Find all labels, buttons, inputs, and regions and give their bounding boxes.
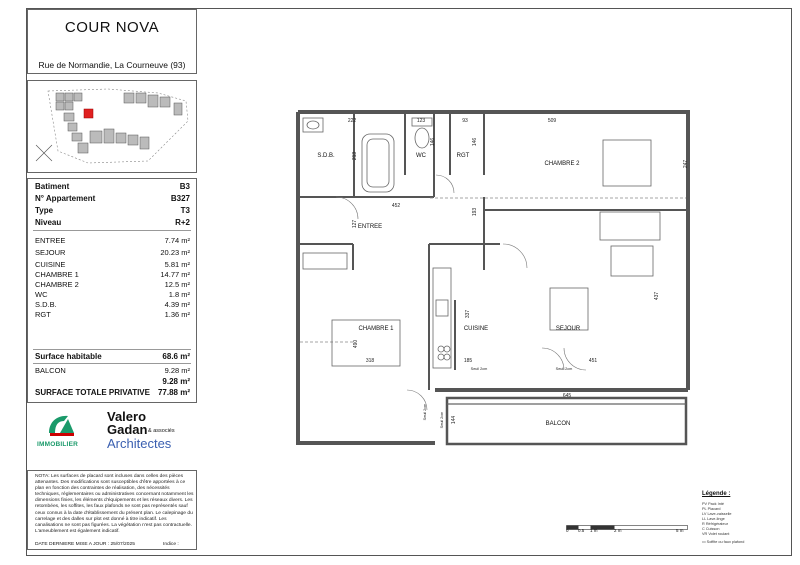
indice-label: Indice : [163,542,179,547]
row-entree: ENTREE 7.74 m² [35,236,190,245]
row-sdb: S.D.B. 4.39 m² [35,300,190,309]
scale-tick-1: 1 m [590,528,598,533]
row-type: Type T3 [35,206,190,215]
dim-185: 185 [463,358,473,364]
seuil-cuisine: Seuil 2cm [470,367,488,371]
dim-213: 213 [352,151,358,161]
seuil-balcon: Seuil 2cm [440,411,444,429]
dim-222: 222 [347,118,357,124]
scale-tick-5: 5 m [676,528,684,533]
dim-247: 247 [683,159,689,169]
dim-337: 337 [465,309,471,319]
dim-123: 123 [416,118,426,124]
row-surface-habitable: Surface habitable 68.6 m² [35,352,190,361]
bank-sub: IMMOBILIER [37,441,78,448]
room-label-entree: ENTREE [357,224,383,230]
dim-490: 490 [353,339,359,349]
dim-318: 318 [365,358,375,364]
project-address: Rue de Normandie, La Courneuve (93) [38,60,186,70]
dim-127: 127 [352,219,358,229]
dim-93: 93 [462,118,468,124]
legend-item: R Réfrigérateur [702,522,728,526]
legend-item: C Cuisson [702,527,720,531]
scale-tick-0: 0 [566,528,569,533]
row-surface-totale: SURFACE TOTALE PRIVATIVE 77.88 m² [35,388,190,397]
scale-tick-2: 2 m [614,528,622,533]
dim-645: 645 [562,393,572,399]
legend-soffite: ▭ Soffite ou faux plafond [702,540,745,544]
row-cuisine: CUISINE 5.81 m² [35,260,190,269]
legend-title: Légende : [702,491,731,497]
seuil-sejour: Seuil 2cm [555,367,573,371]
room-label-sdb: S.D.B. [317,153,335,159]
legend-item: LL Lave-linge [702,517,725,521]
dim-451: 451 [588,358,598,364]
row-batiment: Batiment B3 [35,182,190,191]
dim-193: 193 [472,207,478,217]
row-chambre2: CHAMBRE 2 12.5 m² [35,280,190,289]
seuil-chambre1: Seuil 2cm [423,403,427,421]
row-chambre1: CHAMBRE 1 14.77 m² [35,270,190,279]
row-annexes-total: 9.28 m² [162,377,190,386]
row-balcon: BALCON 9.28 m² [35,366,190,375]
architect-logo: Valero Gadan & associés Architectes [107,409,175,451]
dim-509: 509 [547,118,557,124]
dim-144: 144 [451,415,457,425]
last-update-date: DATE DERNIERE MISE A JOUR : 25/07/2025 [35,542,135,547]
room-label-balcon: BALCON [545,421,571,427]
legend-item: VR Volet roulant [702,532,730,536]
row-rgt: RGT 1.36 m² [35,310,190,319]
dim-437: 437 [654,291,660,301]
dim-146b: 146 [472,137,478,147]
room-label-sejour: SEJOUR [555,326,581,332]
legend-item: PL Placard [702,507,721,511]
row-wc: WC 1.8 m² [35,290,190,299]
room-label-rgt: RGT [456,153,470,159]
project-name: COUR NOVA [64,19,160,36]
legend-item: LV Lave-vaisselle [702,512,732,516]
legend-item: PV Pack Inté [702,502,724,506]
room-label-chambre2: CHAMBRE 2 [544,161,580,167]
room-label-wc: WC [416,153,426,159]
scale-bar [566,525,688,531]
room-label-cuisine: CUISINE [463,326,489,332]
row-niveau: Niveau R+2 [35,218,190,227]
dim-452: 452 [391,203,401,209]
row-appartement: N° Appartement B327 [35,194,190,203]
dim-146a: 146 [430,137,436,147]
room-label-chambre1: CHAMBRE 1 [358,326,394,332]
scale-tick-05: 0.5 [578,528,585,533]
row-sejour: SEJOUR 20.23 m² [35,248,190,257]
disclaimer-note: NOTA: Les surfaces de placard sont incluses dans celles des pièces attenantes. Des modifications sont susceptibles d'être apportées à ce plan en fonction des contraintes de réalisation, des nécessités techniques, réglementaires ou administratives concernant notamment les dimensions finies, les éléments d'équipements et les réseaux divers. Les retombées, les soffites, les faux plafonds ne sont pas représentés sauf ceux connus à la date d'établissement du présent plan. Le calepinage du carrelage et des dalles sur plot est donné à titre indicatif. Les canalisations ne sont pas figurées. La végétation n'est pas contractuelle. L'ameublement est également indicatif. [35,474,194,534]
